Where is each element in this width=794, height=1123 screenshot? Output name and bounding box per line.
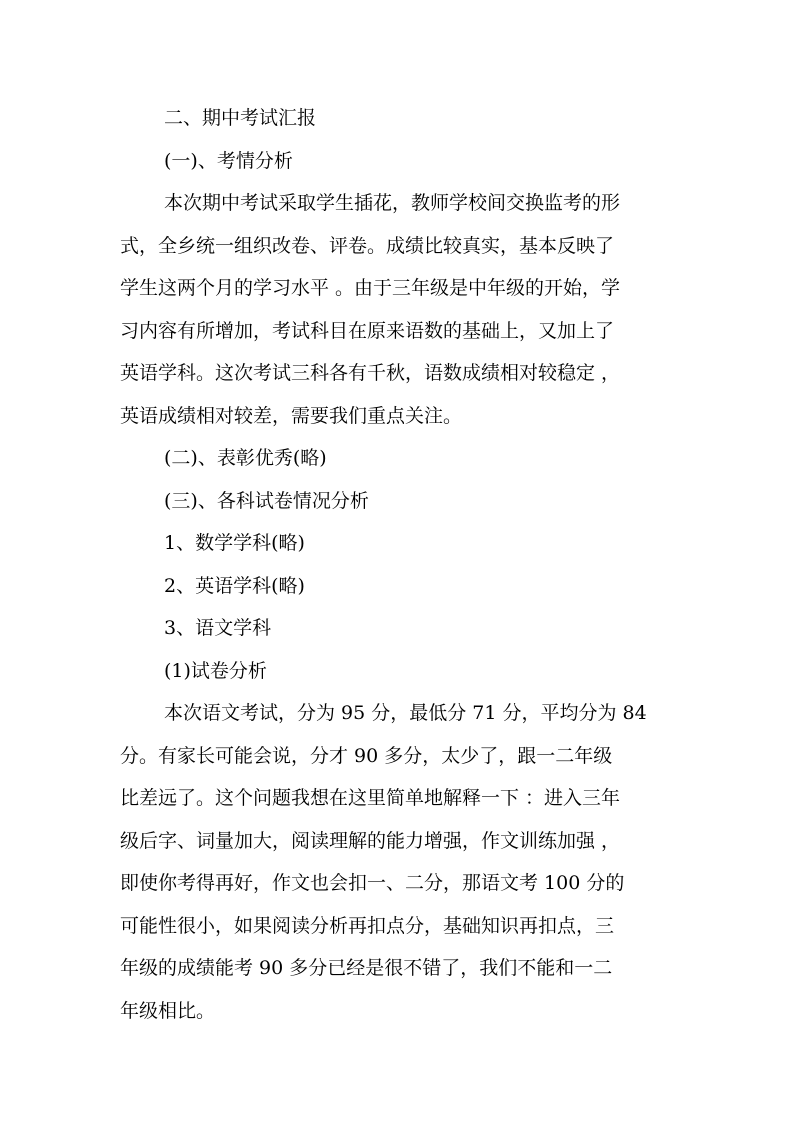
list-item: 3、语文学科	[164, 617, 272, 639]
subsection-heading: (1)试卷分析	[164, 660, 267, 682]
paragraph-line: 年级相比。	[120, 1000, 216, 1022]
paragraph-line: 式，全乡统一组织改卷、评卷。成绩比较真实，基本反映了	[120, 235, 615, 257]
list-item: 2、英语学科(略)	[164, 575, 305, 597]
paragraph-line: 本次期中考试采取学生插花，教师学校间交换监考的形	[164, 192, 621, 214]
section-heading: 二、期中考试汇报	[164, 107, 317, 129]
paragraph-line: 级后字、词量加大，阅读理解的能力增强，作文训练加强 ，	[120, 830, 621, 852]
paragraph-line: 学生这两个月的学习水平 。由于三年级是中年级的开始，学	[120, 277, 621, 299]
paragraph-line: 英语成绩相对较差，需要我们重点关注。	[120, 405, 463, 427]
paragraph-line: 比差远了。这个问题我想在这里简单地解释一下 ：进入三年	[120, 787, 621, 809]
paragraph-line: 即使你考得再好，作文也会扣一、二分，那语文考 100 分的	[120, 872, 625, 894]
paragraph-line: 习内容有所增加，考试科目在原来语数的基础上，又加上了	[120, 320, 615, 342]
paragraph-line: 可能性很小，如果阅读分析再扣点分，基础知识再扣点，三	[120, 915, 615, 937]
paragraph-line: 分。有家长可能会说，分才 90 多分，太少了，跟一二年级	[120, 745, 613, 767]
list-item: 1、数学学科(略)	[164, 532, 305, 554]
subsection-heading: (一)、考情分析	[164, 150, 293, 172]
subsection-heading: (二)、表彰优秀(略)	[164, 447, 327, 469]
paragraph-line: 英语学科。这次考试三科各有千秋，语数成绩相对较稳定 ，	[120, 362, 621, 384]
subsection-heading: (三)、各科试卷情况分析	[164, 490, 369, 512]
paragraph-line: 年级的成绩能考 90 多分已经是很不错了，我们不能和一二	[120, 957, 613, 979]
paragraph-line: 本次语文考试，分为 95 分，最低分 71 分，平均分为 84	[164, 702, 647, 724]
